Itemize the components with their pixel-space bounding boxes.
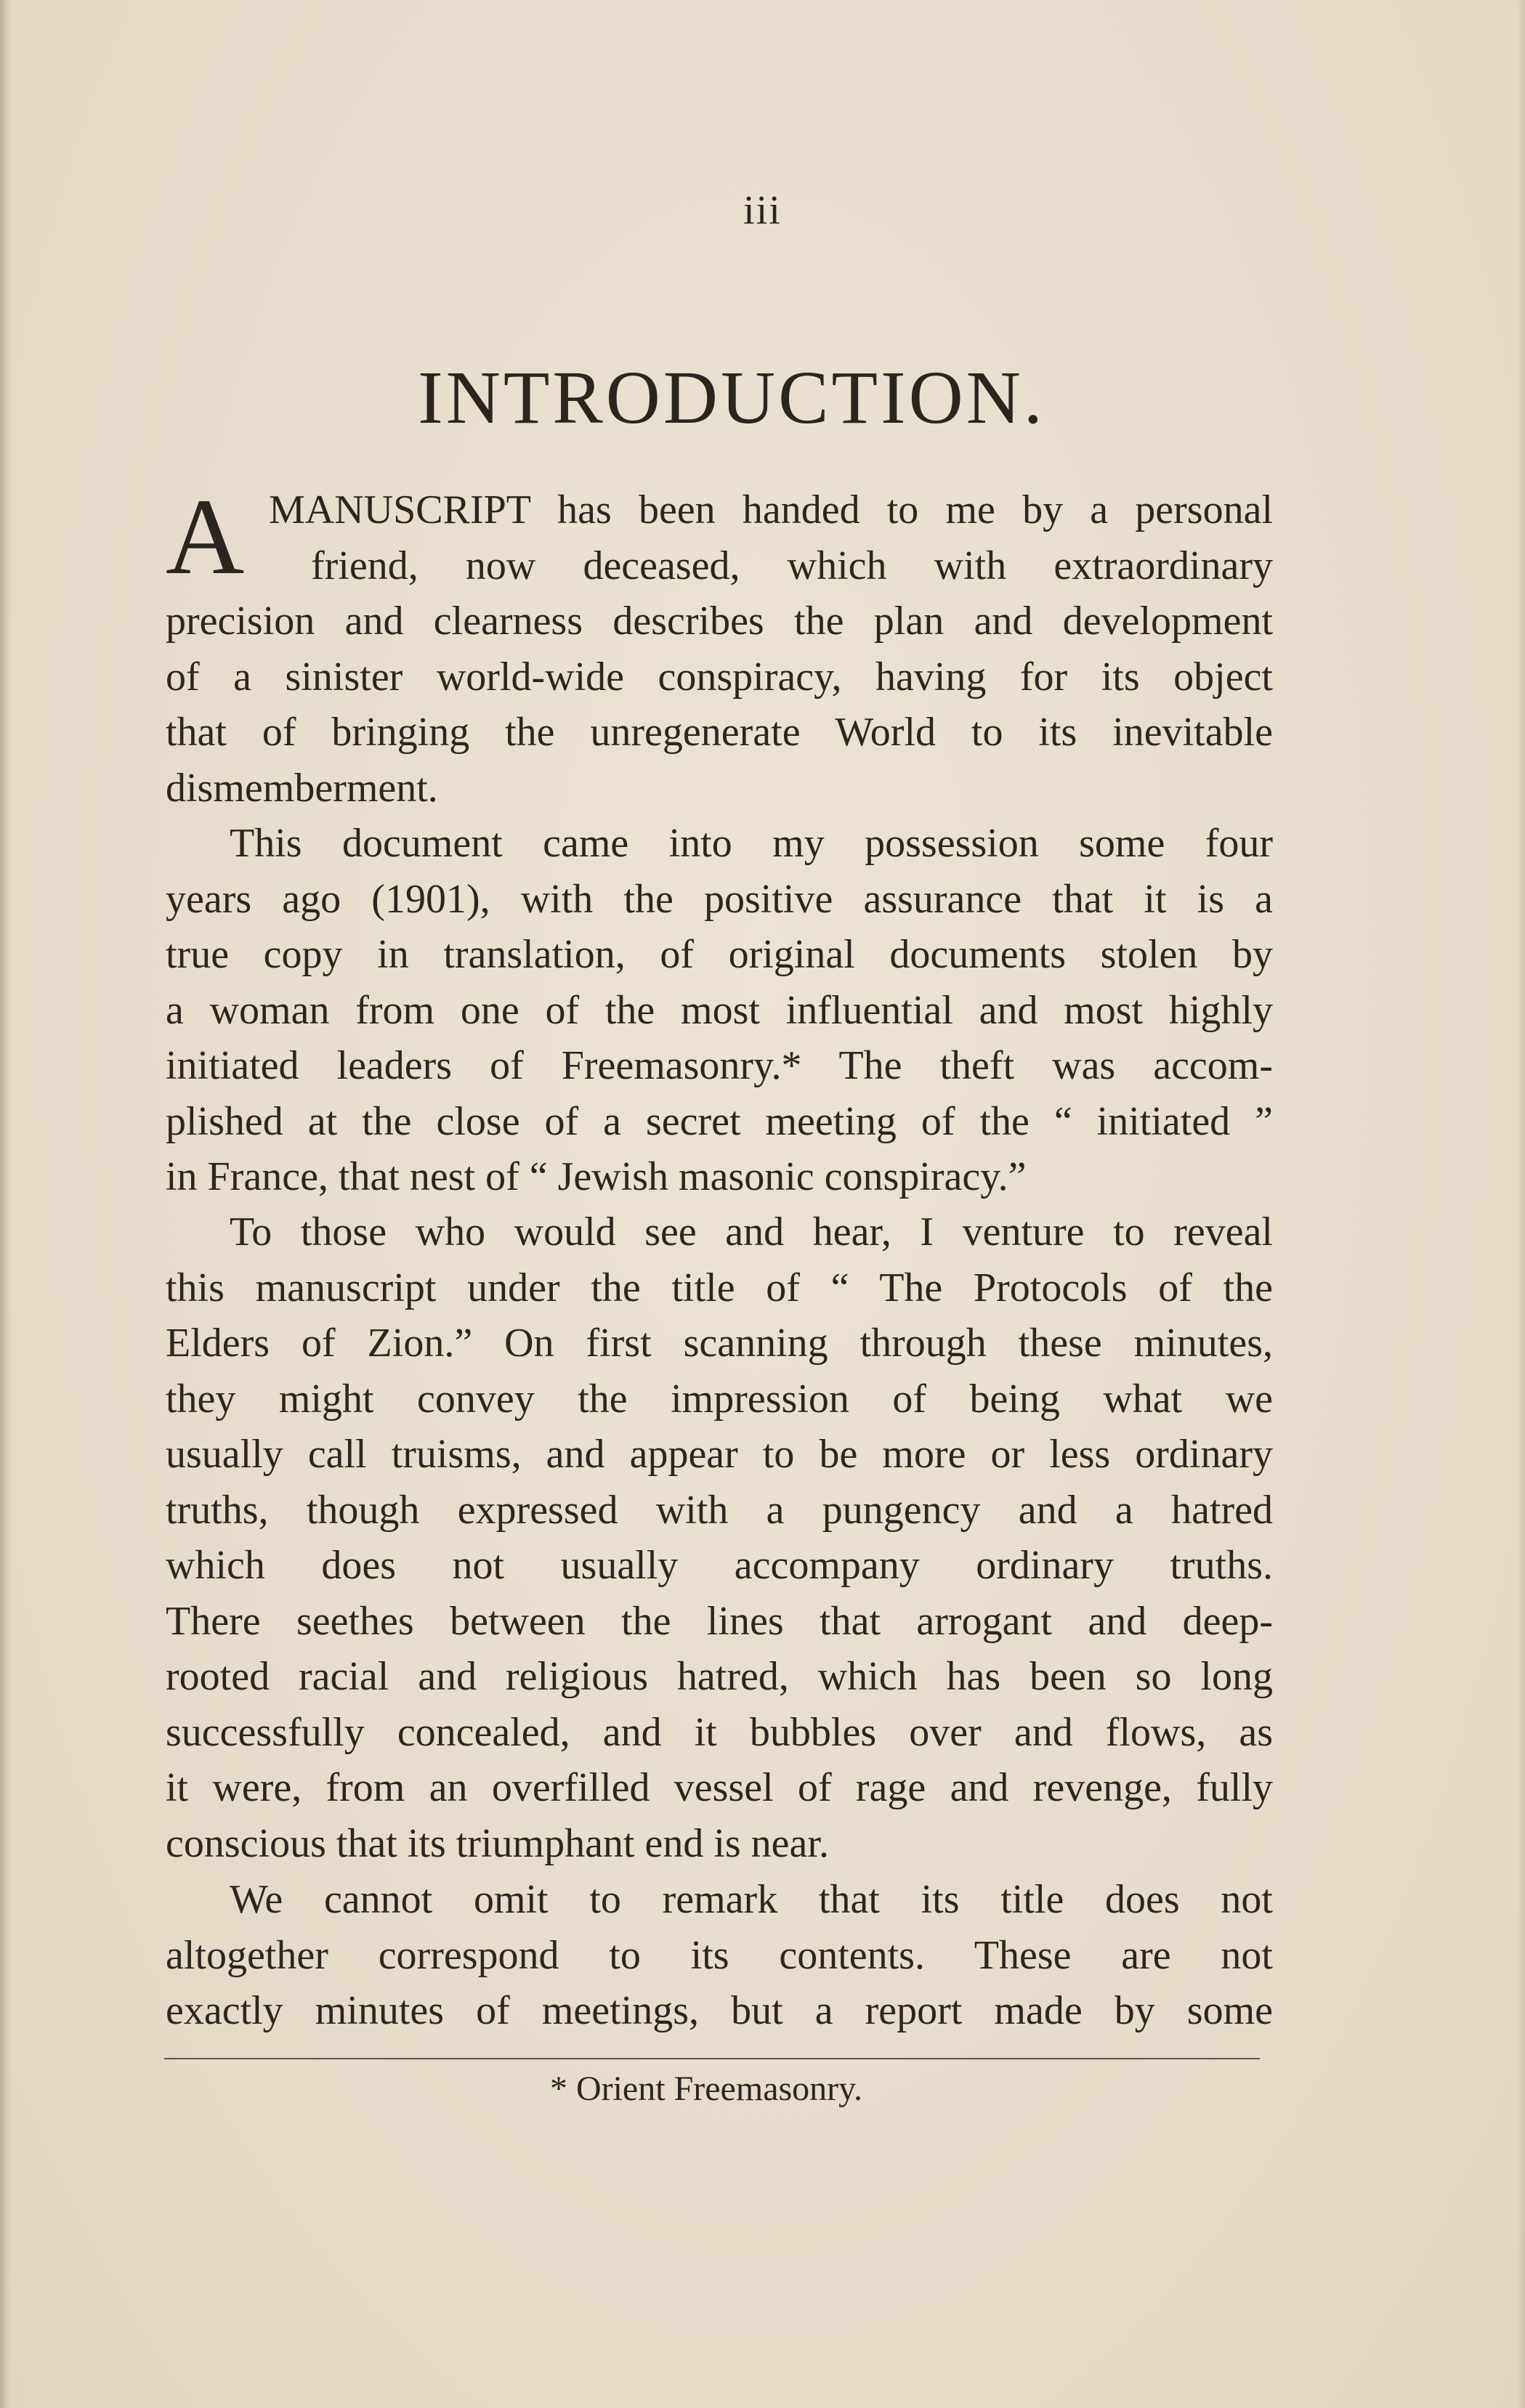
chapter-heading: INTRODUCTION. [418,356,1045,439]
text-line: We cannot omit to remark that its title does not [230,1877,1273,1922]
text-line: plished at the close of a secret meeting of the “ initiated ” [166,1098,1273,1144]
text-line: rooted racial and religious hatred, which has been so long [166,1654,1273,1699]
text-line: years ago (1901), with the positive assurance that it is a [166,876,1273,922]
text-line: truths, though expressed with a pungency and a hatred [166,1487,1273,1533]
text-line: To those who would see and hear, I venture to reveal [230,1209,1273,1254]
text-line: initiated leaders of Freemasonry.* The theft was accom- [166,1043,1273,1088]
footnote: * Orient Freemasonry. [549,2069,863,2108]
text-line: of a sinister world-wide conspiracy, having for its object [166,654,1273,700]
text-line: in France, that nest of “ Jewish masonic conspiracy.” [166,1154,1027,1199]
text-line: MANUSCRIPT has been handed to me by a personal [269,487,1273,532]
text-line: This document came into my possession some four [230,821,1273,866]
paragraph-2 [166,816,1273,1205]
text-line: dismemberment. [166,765,438,811]
paragraph-1 [166,477,1273,816]
text-line: which does not usually accompany ordinary truths. [166,1543,1273,1588]
drop-cap: A [166,477,245,597]
text-line: it were, from an overfilled vessel of rage and revenge, fully [166,1765,1273,1810]
text-line: they might convey the impression of being what we [166,1376,1273,1422]
text-line: altogether correspond to its contents. These are not [166,1932,1273,1978]
text-line: precision and clearness describes the plan and development [166,599,1273,644]
text-line: Elders of Zion.” On first scanning through these minutes, [166,1321,1273,1366]
text-line: that of bringing the unregenerate World to its inevitable [166,710,1273,755]
text-line: true copy in translation, of original documents stolen by [166,932,1273,977]
footnote-rule [164,2058,1260,2059]
text-line: usually call truisms, and appear to be more or less ordinary [166,1432,1273,1477]
text-line: this manuscript under the title of “ The Protocols of the [166,1265,1273,1310]
text-line: successfully concealed, and it bubbles over and flows, as [166,1709,1273,1755]
text-line: exactly minutes of meetings, but a report made by some [166,1988,1273,2033]
page-right-edge [1518,0,1525,2408]
paragraph-3 [166,1204,1273,1871]
text-line: conscious that its triumphant end is near. [166,1820,829,1866]
text-line: There seethes between the lines that arrogant and deep- [166,1598,1273,1644]
text-line: a woman from one of the most influential and most highly [166,987,1273,1033]
text-line: friend, now deceased, which with extraordinary [311,543,1273,588]
page-number: iii [743,188,782,233]
paragraph-4 [166,1872,1273,2039]
